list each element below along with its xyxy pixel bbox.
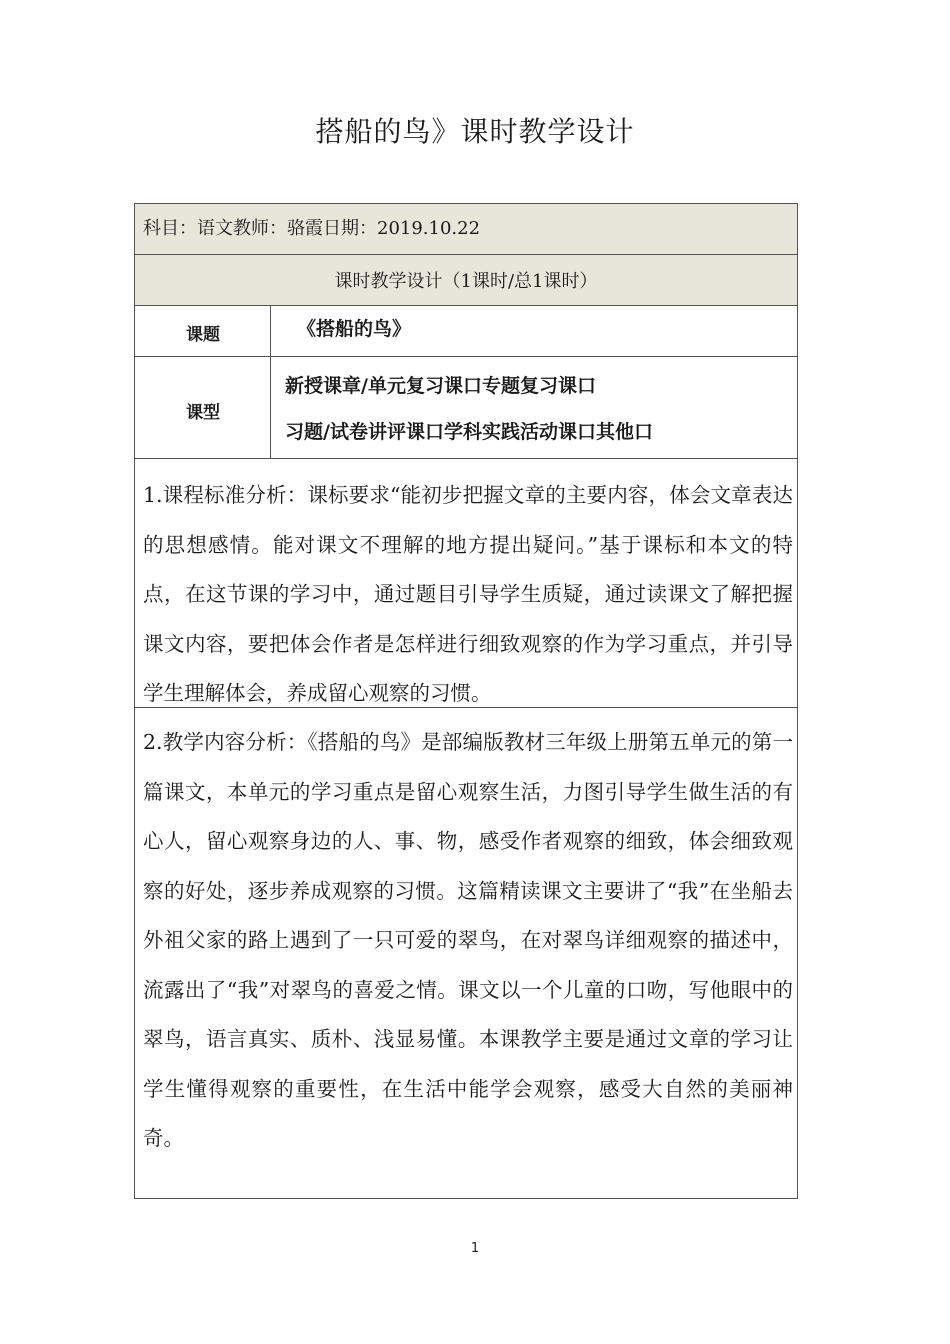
lesson-type-row — [135, 357, 797, 459]
curriculum-analysis-text: 1.课程标准分析：课标要求“能初步把握文章的主要内容，体会文章表达的思想感情。能对课文不理解的地方提出疑问。”基于课标和本文的特点，在这节课的学习中，通过题目引导学生质疑，通过读课文了解把握课文内容，要把体会作者是怎样进行细致观察的作为学习重点，并引导学生理解体会，养成留心观察的习惯。 — [143, 483, 793, 705]
lesson-type-line-1: 新授课章/单元复习课口专题复习课口 — [285, 375, 596, 397]
content-analysis-text: 2.教学内容分析：《搭船的鸟》是部编版教材三年级上册第五单元的第一篇课文，本单元的学习重点是留心观察生活，力图引导学生做生活的有心人，留心观察身边的人、事、物，感受作者观察的细致，体会细致观察的好处，逐步养成观察的习惯。这篇精读课文主要讲了“我”在坐船去外祖父家的路上遇到了一只可爱的翠鸟，在对翠鸟详细观察的描述中，流露出了“我”对翠鸟的喜爱之情。课文以一个儿童的口吻，写他眼中的翠鸟，语言真实、质朴、浅显易懂。本课教学主要是通过文章的学习让学生懂得观察的重要性，在生活中能学会观察，感受大自然的美丽神奇。 — [143, 730, 793, 1150]
topic-label-cell — [135, 306, 271, 356]
lesson-type-label-cell — [135, 357, 271, 458]
meta-line: 科目：语文教师：骆霞日期：2019.10.22 — [143, 218, 481, 239]
lesson-type-line-2: 习题/试卷讲评课口学科实践活动课口其他口 — [285, 421, 653, 443]
topic-row — [135, 306, 797, 357]
topic-value: 《搭船的鸟》 — [297, 318, 412, 340]
page-number: 1 — [470, 1241, 480, 1256]
section-heading-row — [135, 255, 797, 306]
content-analysis-cell — [135, 708, 797, 1198]
section-heading: 课时教学设计（1课时/总1课时） — [334, 271, 598, 292]
lesson-plan-table — [134, 203, 798, 1199]
topic-label: 课题 — [186, 325, 220, 345]
curriculum-analysis-cell — [135, 459, 797, 708]
meta-row — [135, 204, 797, 255]
lesson-type-label: 课型 — [186, 403, 220, 423]
document-title: 搭船的鸟》课时教学设计 — [315, 115, 635, 148]
